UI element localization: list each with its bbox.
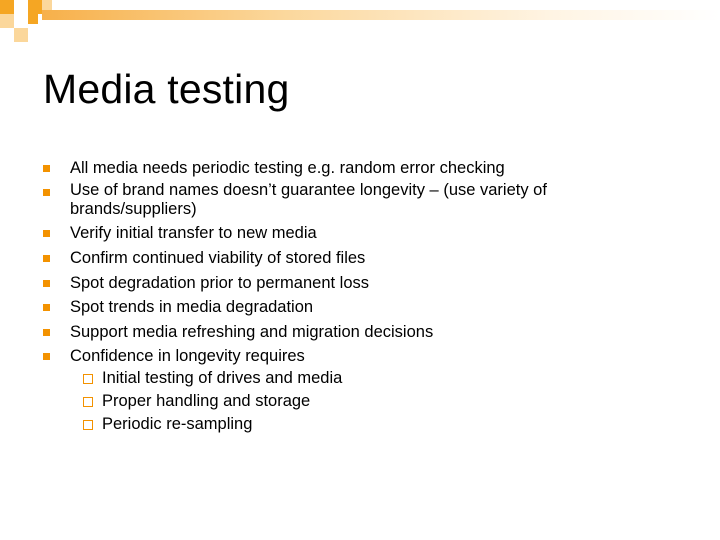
sub-list-item: [0, 367, 720, 390]
bullet-text: Spot degradation prior to permanent loss: [70, 274, 370, 292]
list-item: [0, 247, 720, 269]
bullet-text: Confirm continued viability of stored files: [70, 249, 366, 267]
list-item: [0, 181, 720, 219]
list-item: [0, 157, 720, 179]
deco-square: [14, 28, 28, 42]
list-item: [0, 222, 720, 244]
square-bullet-icon: [43, 280, 50, 287]
deco-square: [42, 0, 52, 10]
sub-list-item: [0, 390, 720, 413]
list-item: [0, 345, 720, 367]
bullet-text: Support media refreshing and migration decisions: [70, 323, 434, 341]
list-item: [0, 321, 720, 343]
hollow-square-bullet-icon: [83, 374, 93, 384]
header-gradient-band: [42, 10, 720, 20]
square-bullet-icon: [43, 255, 50, 262]
bullet-text: Use of brand names doesn’t guarantee longevity – (use variety of brands/suppliers): [70, 181, 547, 218]
bullet-text: Spot trends in media degradation: [70, 298, 314, 316]
bullet-text: All media needs periodic testing e.g. random error checking: [70, 159, 505, 177]
square-bullet-icon: [43, 329, 50, 336]
square-bullet-icon: [43, 304, 50, 311]
sub-bullet-text: Initial testing of drives and media: [102, 369, 343, 387]
deco-square: [0, 14, 14, 28]
square-bullet-icon: [43, 230, 50, 237]
bullet-text: Verify initial transfer to new media: [70, 224, 317, 242]
square-bullet-icon: [43, 353, 50, 360]
bullet-text: Confidence in longevity requires: [70, 347, 305, 365]
sub-bullet-text: Proper handling and storage: [102, 392, 311, 410]
bullet-list: [0, 157, 720, 436]
list-item: [0, 296, 720, 318]
square-bullet-icon: [43, 189, 50, 196]
hollow-square-bullet-icon: [83, 397, 93, 407]
list-item: [0, 272, 720, 294]
deco-square: [28, 0, 42, 14]
square-bullet-icon: [43, 165, 50, 172]
sub-bullet-text: Periodic re-sampling: [102, 415, 253, 433]
slide-title: Media testing: [43, 66, 290, 112]
deco-square: [28, 14, 38, 24]
deco-square: [0, 0, 14, 14]
hollow-square-bullet-icon: [83, 420, 93, 430]
sub-list-item: [0, 413, 720, 436]
